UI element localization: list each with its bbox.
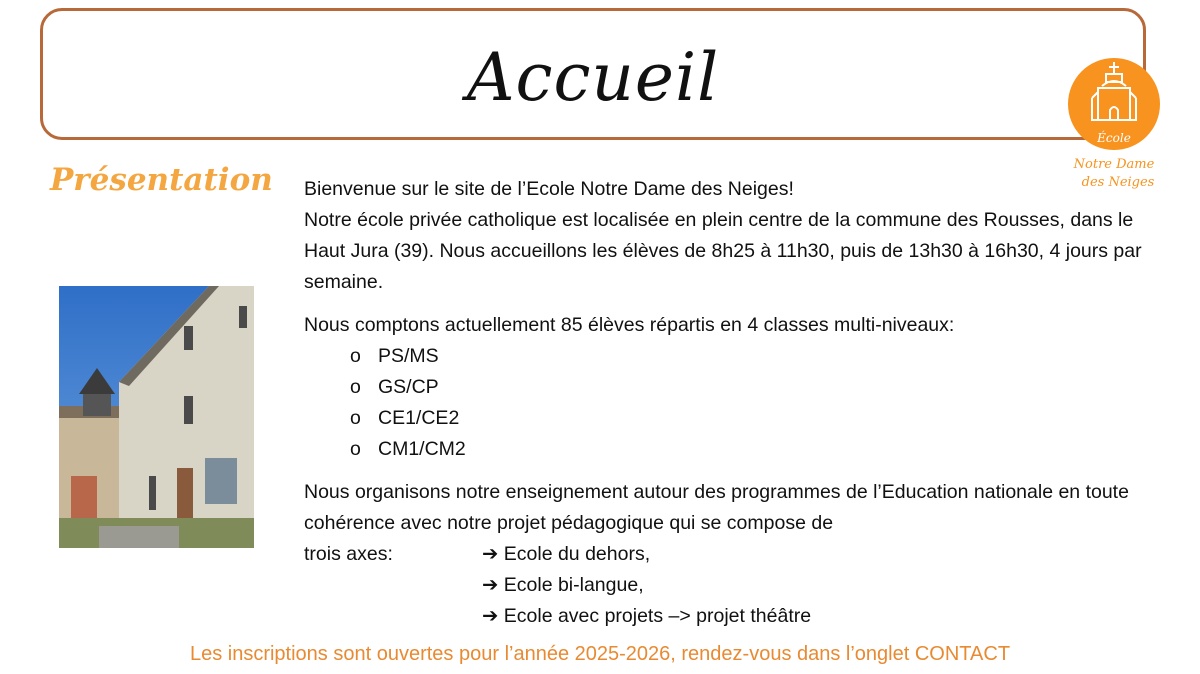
classes-intro: Nous comptons actuellement 85 élèves répartis en 4 classes multi-niveaux: [304, 314, 955, 336]
list-item: o GS/CP [350, 376, 439, 398]
logo-text-2: Notre Dame [1073, 157, 1155, 172]
axes-block [304, 539, 1154, 632]
title-box [40, 8, 1146, 140]
axis-item: ➔ Ecole du dehors, [482, 543, 651, 565]
school-photo [59, 286, 254, 548]
arrow-icon: ➔ [482, 605, 499, 627]
footer-notice: Les inscriptions sont ouvertes pour l’année 2025-2026, rendez-vous dans l’onglet CONTACT [189, 643, 1011, 665]
intro-welcome: Bienvenue sur le site de l’Ecole Notre Dame des Neiges! [304, 178, 794, 200]
section-title: Présentation [50, 162, 273, 198]
logo-text-1: École [1097, 131, 1131, 145]
list-item: o CE1/CE2 [350, 407, 460, 429]
arrow-icon: ➔ [482, 543, 499, 565]
logo-text-3: des Neiges [1081, 175, 1155, 190]
intro-description: Notre école privée catholique est localisée en plein centre de la commune des Rousses, dans le Haut Jura (39). Nous accueillons les élèves de 8h25 à 11h30, puis de 13h30 à 16h30, 4 jours par semaine. [304, 209, 1142, 293]
class-list [304, 341, 1154, 465]
list-item: o PS/MS [350, 345, 439, 367]
list-item: o CM1/CM2 [350, 438, 466, 460]
program-text: Nous organisons notre enseignement autour des programmes de l’Education nationale en toute cohérence avec notre projet pédagogique qui se compose de [304, 481, 1129, 534]
axes-label: trois axes: [304, 543, 393, 565]
axis-item: ➔ Ecole bi-langue, [482, 574, 644, 596]
axis-item: ➔ Ecole avec projets –> projet théâtre [482, 605, 812, 627]
arrow-icon: ➔ [482, 574, 499, 596]
axes-list [482, 539, 811, 632]
page-title: Accueil [466, 39, 720, 116]
content [304, 174, 1154, 632]
